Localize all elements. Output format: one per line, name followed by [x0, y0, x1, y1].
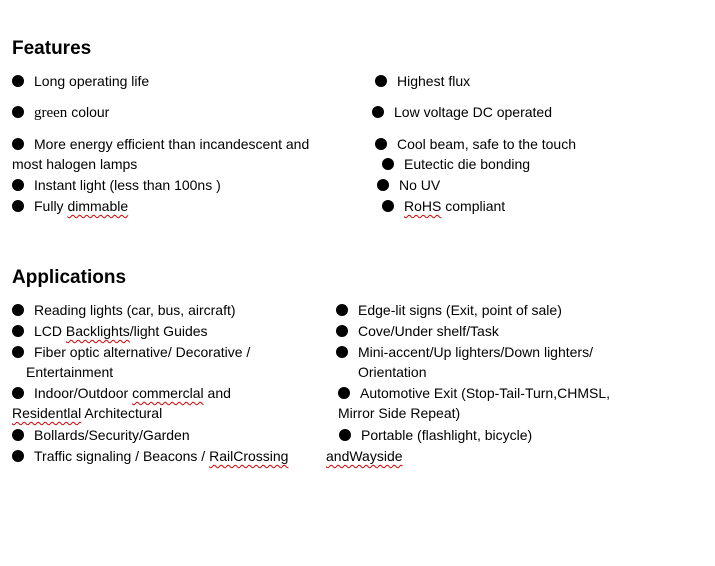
feature-item: Fully dimmable [12, 196, 128, 216]
application-item-continuation: Residentlal Architectural [12, 405, 163, 421]
bullet-icon [12, 429, 24, 441]
bullet-icon [338, 387, 350, 399]
bullet-icon [12, 325, 24, 337]
application-item-continuation: Orientation [358, 364, 427, 380]
feature-item-continuation: most halogen lamps [12, 156, 138, 172]
spellcheck-word: RailCrossing [209, 448, 289, 464]
bullet-icon [12, 179, 24, 191]
feature-item: More energy efficient than incandescent and [12, 134, 309, 154]
applications-heading: Applications [12, 267, 127, 288]
bullet-icon [382, 158, 394, 170]
application-item: Traffic signaling / Beacons / RailCrossing [12, 446, 288, 466]
bullet-icon [336, 346, 348, 358]
bullet-icon [12, 346, 24, 358]
spellcheck-word: Residentlal [12, 405, 82, 421]
spellcheck-word: RoHS [404, 198, 442, 214]
application-item: Bollards/Security/Garden [12, 425, 190, 445]
bullet-icon [12, 387, 24, 399]
feature-item: No UV [377, 175, 440, 195]
feature-item: Low voltage DC operated [372, 102, 552, 122]
feature-item: Highest flux [375, 71, 470, 91]
bullet-icon [377, 179, 389, 191]
feature-item: Cool beam, safe to the touch [375, 134, 576, 154]
application-item: LCD Backlights/light Guides [12, 321, 208, 341]
features-heading: Features [12, 38, 92, 59]
bullet-icon [372, 106, 384, 118]
bullet-icon [375, 75, 387, 87]
spellcheck-word: Backlights [65, 323, 130, 339]
feature-item: Instant light (less than 100ns ) [12, 175, 221, 195]
application-item-continuation: Entertainment [26, 364, 114, 380]
bullet-icon [339, 429, 351, 441]
spellcheck-word: dimmable [67, 198, 129, 214]
application-item-continuation: Mirror Side Repeat) [338, 405, 461, 421]
application-item: Cove/Under shelf/Task [336, 321, 499, 341]
spellcheck-word: andWayside [326, 448, 403, 464]
feature-item: Long operating life [12, 71, 149, 91]
bullet-icon [375, 138, 387, 150]
spellcheck-word: commerclal [132, 385, 204, 401]
application-item: Indoor/Outdoor commerclal and [12, 383, 231, 403]
application-item: Reading lights (car, bus, aircraft) [12, 300, 236, 320]
application-item: Portable (flashlight, bicycle) [339, 425, 532, 445]
bullet-icon [336, 325, 348, 337]
application-item: Mini-accent/Up lighters/Down lighters/ [336, 342, 593, 362]
bullet-icon [12, 304, 24, 316]
application-item: Automotive Exit (Stop-Tail-Turn,CHMSL, [338, 383, 610, 403]
bullet-icon [336, 304, 348, 316]
feature-item: green colour [12, 102, 109, 123]
bullet-icon [12, 106, 24, 118]
bullet-icon [12, 138, 24, 150]
bullet-icon [12, 200, 24, 212]
feature-item: RoHS compliant [382, 196, 505, 216]
bullet-icon [382, 200, 394, 212]
application-item-continuation [326, 446, 403, 466]
application-item: Fiber optic alternative/ Decorative / [12, 342, 250, 362]
application-item: Edge-lit signs (Exit, point of sale) [336, 300, 562, 320]
feature-item: Eutectic die bonding [382, 154, 530, 174]
bullet-icon [12, 75, 24, 87]
bullet-icon [12, 450, 24, 462]
